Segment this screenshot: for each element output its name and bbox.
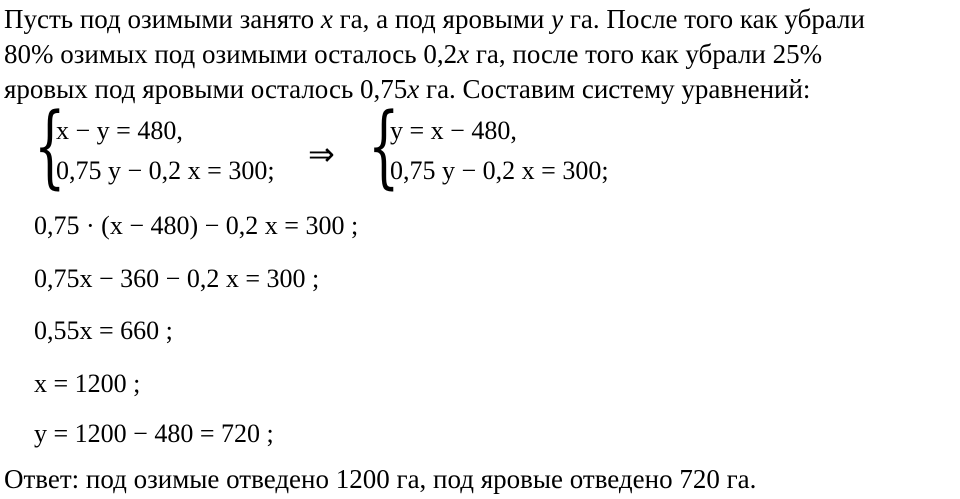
left-brace: { <box>34 94 66 199</box>
solution-step-5: y = 1200 − 480 = 720 ; <box>34 419 274 448</box>
intro-line-2 <box>4 37 954 72</box>
intro-text: яровых под яровыми осталось 0,75 <box>4 74 408 104</box>
intro-line-3 <box>4 72 954 107</box>
intro-text: га, а под яровыми <box>332 4 552 34</box>
system-right-eq2: 0,75 y − 0,2 x = 300; <box>390 156 609 185</box>
system-left <box>34 94 304 199</box>
intro-text: га. После того как убрали <box>563 4 865 34</box>
variable-x: x <box>407 74 420 104</box>
intro-text: 80% озимых под озимыми осталось 0,2 <box>4 39 458 69</box>
system-left-eq1: x − y = 480, <box>56 116 183 145</box>
system-left-eq2: 0,75 y − 0,2 x = 300; <box>56 156 275 185</box>
solution-step-1: 0,75 · (x − 480) − 0,2 x = 300 ; <box>34 211 359 240</box>
variable-x: x <box>457 39 470 69</box>
right-brace: { <box>368 94 400 199</box>
answer-line: Ответ: под озимые отведено 1200 га, под яровые отведено 720 га. <box>4 464 757 494</box>
variable-x: x <box>320 4 333 34</box>
solution-step-3: 0,55x = 660 ; <box>34 316 173 345</box>
intro-text: га, после того как убрали 25% <box>469 39 823 69</box>
system-right <box>368 94 638 199</box>
solution-step-4: x = 1200 ; <box>34 369 141 398</box>
implies-arrow: ⇒ <box>308 135 335 173</box>
variable-y: y <box>551 4 564 34</box>
problem-intro <box>4 2 954 107</box>
intro-text: Пусть под озимыми занято <box>4 4 321 34</box>
solution-step-2: 0,75x − 360 − 0,2 x = 300 ; <box>34 264 320 293</box>
intro-line-1 <box>4 2 954 37</box>
system-right-eq1: y = x − 480, <box>390 116 517 145</box>
intro-text: га. Составим систему уравнений: <box>419 74 811 104</box>
